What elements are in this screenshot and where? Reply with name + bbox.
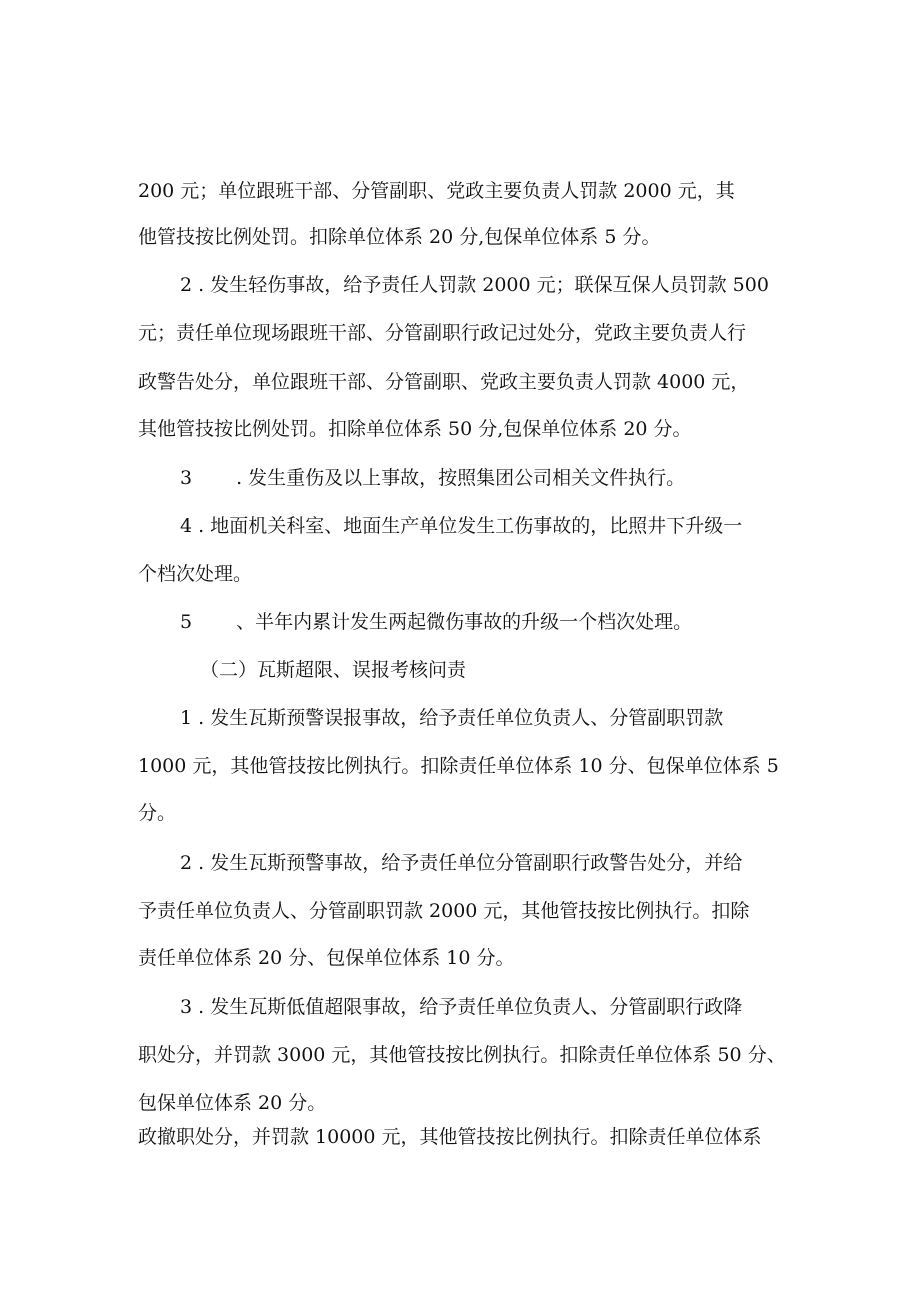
item-number: 3 (180, 467, 193, 489)
text-segment: 、半年内累计发生两起微伤事故的升级一个档次处理。 (236, 611, 693, 633)
numbered-line (180, 609, 788, 635)
text-line: 2 . 发生瓦斯预警事故，给予责任单位分管副职行政警告处分，并给 (180, 852, 743, 874)
text-line: 他管技按比例处罚。扣除单位体系 20 分,包保单位体系 5 分。 (138, 226, 661, 248)
numbered-line (180, 465, 788, 491)
text-line: 1 . 发生瓦斯预警误报事故，给予责任单位负责人、分管副职罚款 (180, 707, 724, 729)
text-line: 政撤职处分，并罚款 10000 元，其他管技按比例执行。扣除责任单位体系 (138, 1126, 762, 1148)
text-segment: . 发生重伤及以上事故，按照集团公司相关文件执行。 (236, 467, 686, 489)
text-line: 200 元；单位跟班干部、分管副职、党政主要负责人罚款 2000 元，其 (138, 180, 735, 202)
text-line: 3 . 发生瓦斯低值超限事故，给予责任单位负责人、分管副职行政降 (180, 996, 743, 1018)
text-line: 分。 (138, 802, 177, 824)
text-line: 2 . 发生轻伤事故，给予责任人罚款 2000 元；联保互保人员罚款 500 (180, 274, 769, 296)
text-line: 其他管技按比例处罚。扣除单位体系 50 分,包保单位体系 20 分。 (138, 418, 692, 440)
text-line: 4 . 地面机关科室、地面生产单位发生工伤事故的，比照井下升级一 (180, 515, 743, 537)
text-line: 职处分，并罚款 3000 元，其他管技按比例执行。扣除责任单位体系 50 分、 (138, 1044, 786, 1066)
section-heading: （二）瓦斯超限、误报考核问责 (200, 659, 467, 681)
text-line: 包保单位体系 20 分。 (138, 1092, 327, 1114)
text-line: 政警告处分，单位跟班干部、分管副职、党政主要负责人罚款 4000 元， (138, 371, 750, 393)
text-line: 元；责任单位现场跟班干部、分管副职行政记过处分，党政主要负责人行 (138, 322, 747, 344)
text-line: 1000 元，其他管技按比例执行。扣除责任单位体系 10 分、包保单位体系 5 (138, 755, 779, 777)
text-line: 责任单位体系 20 分、包保单位体系 10 分。 (138, 947, 515, 969)
text-line: 个档次处理。 (138, 563, 253, 585)
item-number: 5 (180, 611, 193, 633)
text-line: 予责任单位负责人、分管副职罚款 2000 元，其他管技按比例执行。扣除 (138, 900, 750, 922)
